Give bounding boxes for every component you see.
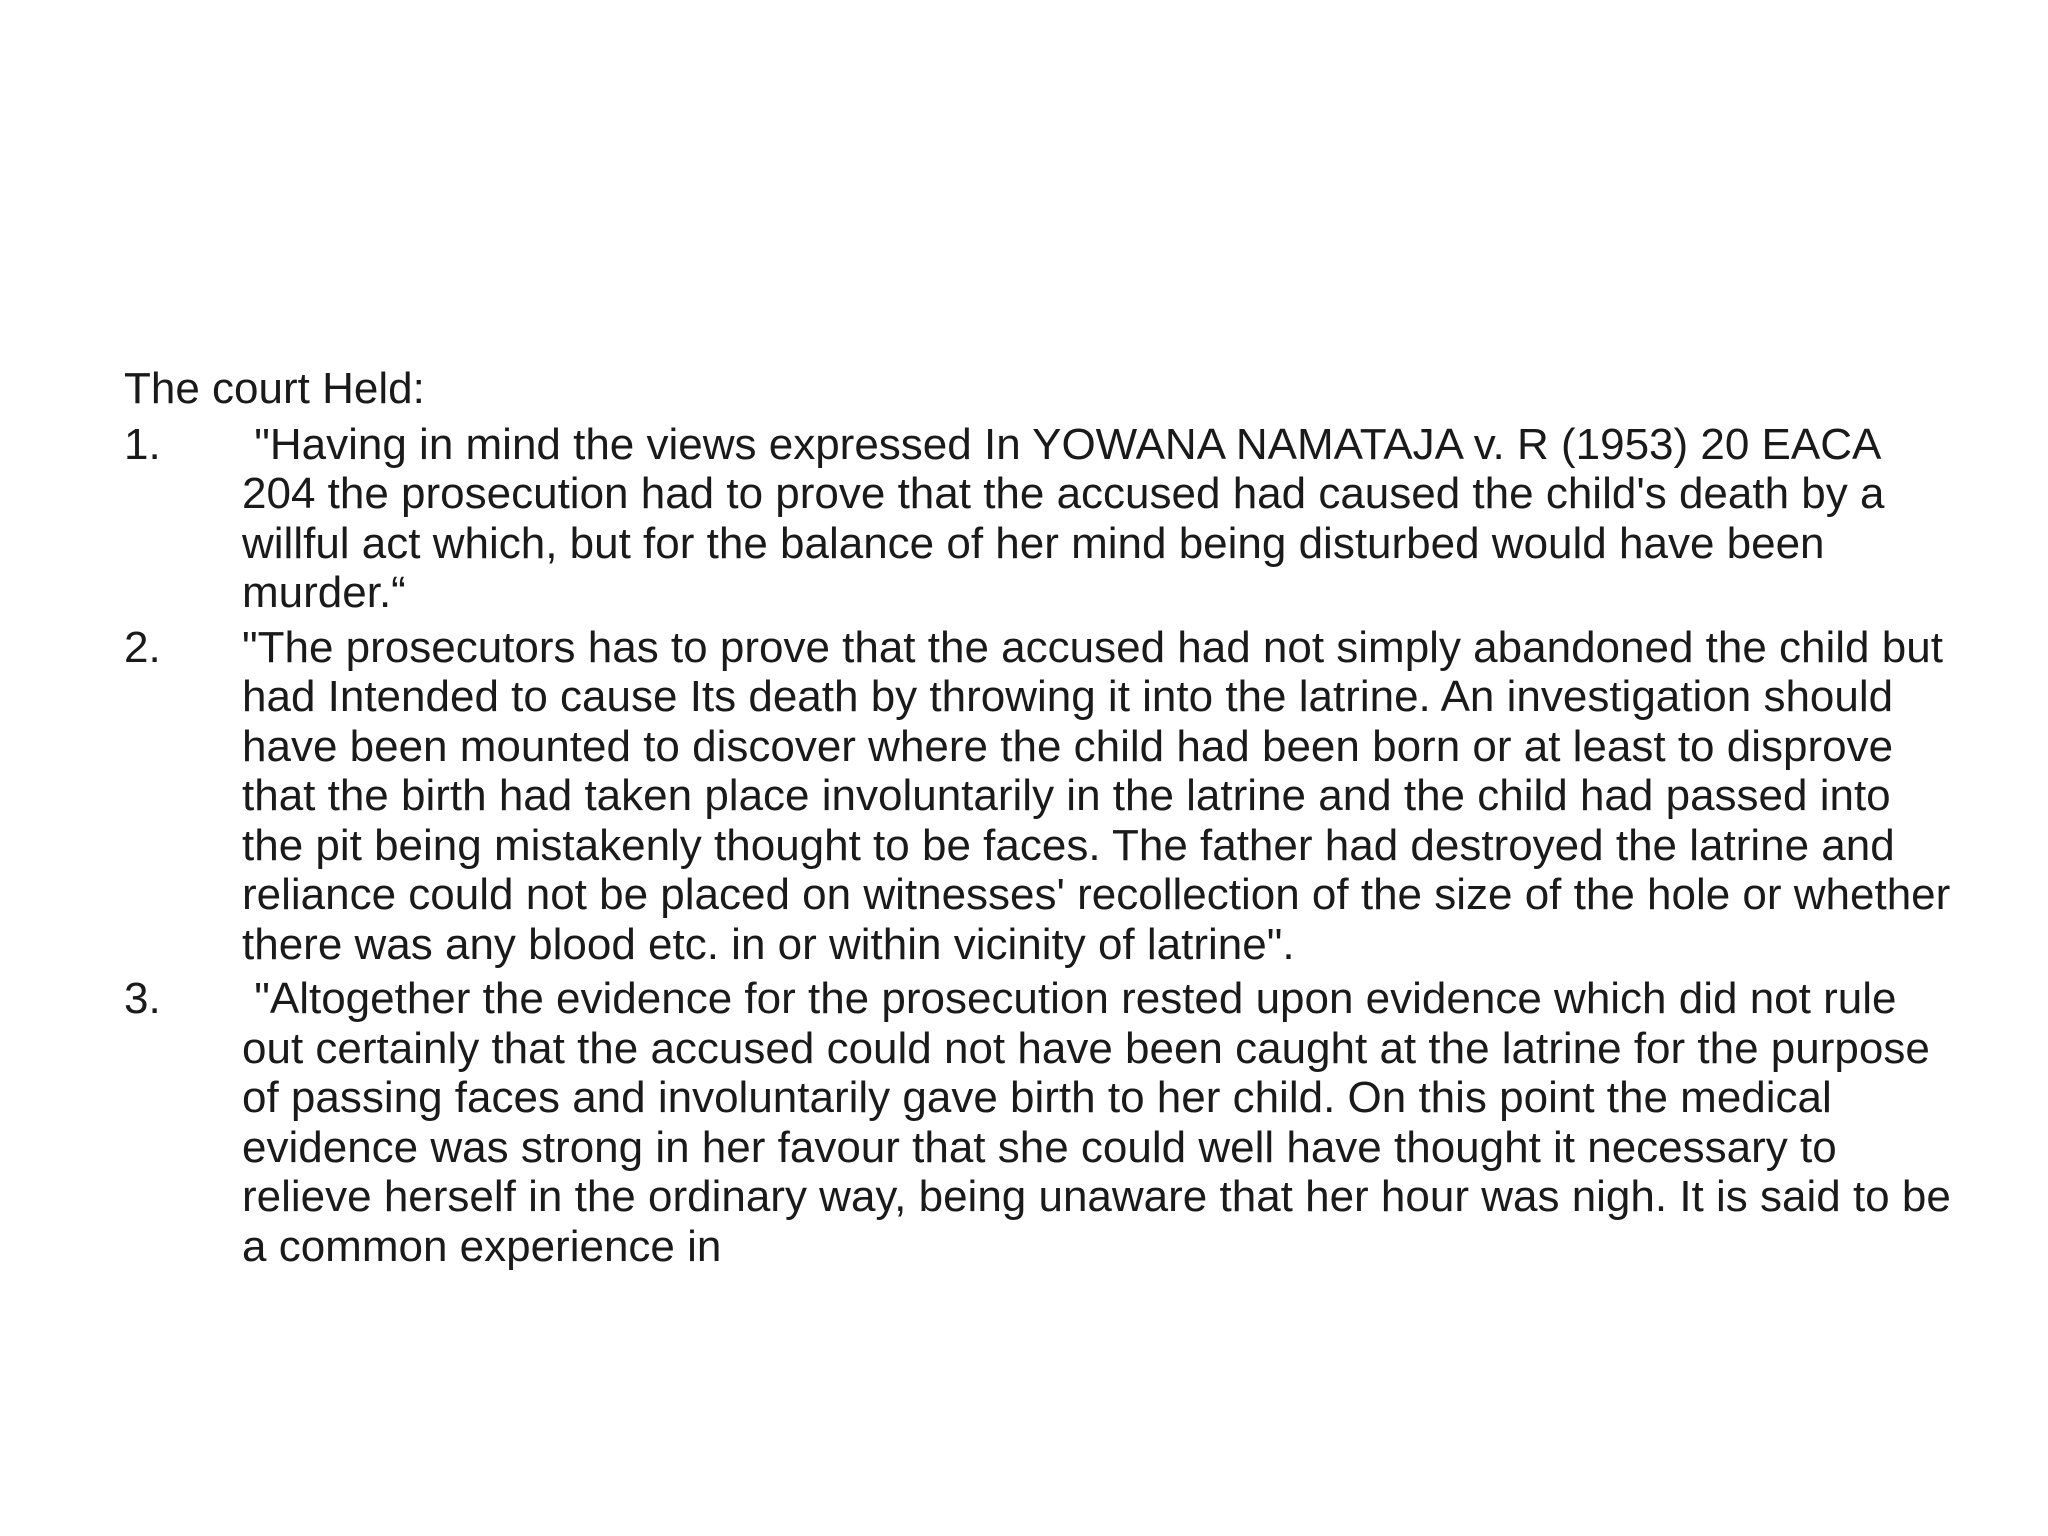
holdings-list [124, 419, 1964, 1272]
list-item-number: 1. [124, 419, 161, 469]
slide-body [124, 364, 1964, 1276]
list-item [124, 974, 1964, 1271]
list-item [124, 623, 1954, 970]
list-item-text: "The prosecutors has to prove that the accused had not simply abandoned the child but had Intended to cause Its death by throwing it into the latrine. An investigation should have been mounted to discover where the child had been born or at least to disprove that the birth had taken place involuntarily in the latrine and the child had passed into the pit being mistakenly thought to be faces. The father had destroyed the latrine and reliance could not be placed on witnesses' recollection of the size of the hole or whether there was any blood etc. in or within vicinity of latrine". [242, 622, 1951, 969]
list-item [124, 420, 1954, 618]
list-item-number: 2. [124, 622, 161, 672]
intro-heading: The court Held: [124, 364, 425, 413]
list-item-number: 3. [124, 974, 161, 1023]
list-item-text: "Altogether the evidence for the prosecution rested upon evidence which did not rule out certainly that the accused could not have been caught at the latrine for the purpose of passing faces and involuntarily gave birth to her child. On this point the medical evidence was strong in her favour that she could well have thought it necessary to relieve herself in the ordinary way, being unaware that her hour was nigh. It is said to be a common experience in [242, 974, 1964, 1271]
list-item-text: "Having in mind the views expressed In YOWANA NAMATAJA v. R (1953) 20 EACA 204 the prosecution had to prove that the accused had caused the child's death by a willful act which, but for the balance of her mind being disturbed would have been murder.“ [242, 419, 1897, 617]
